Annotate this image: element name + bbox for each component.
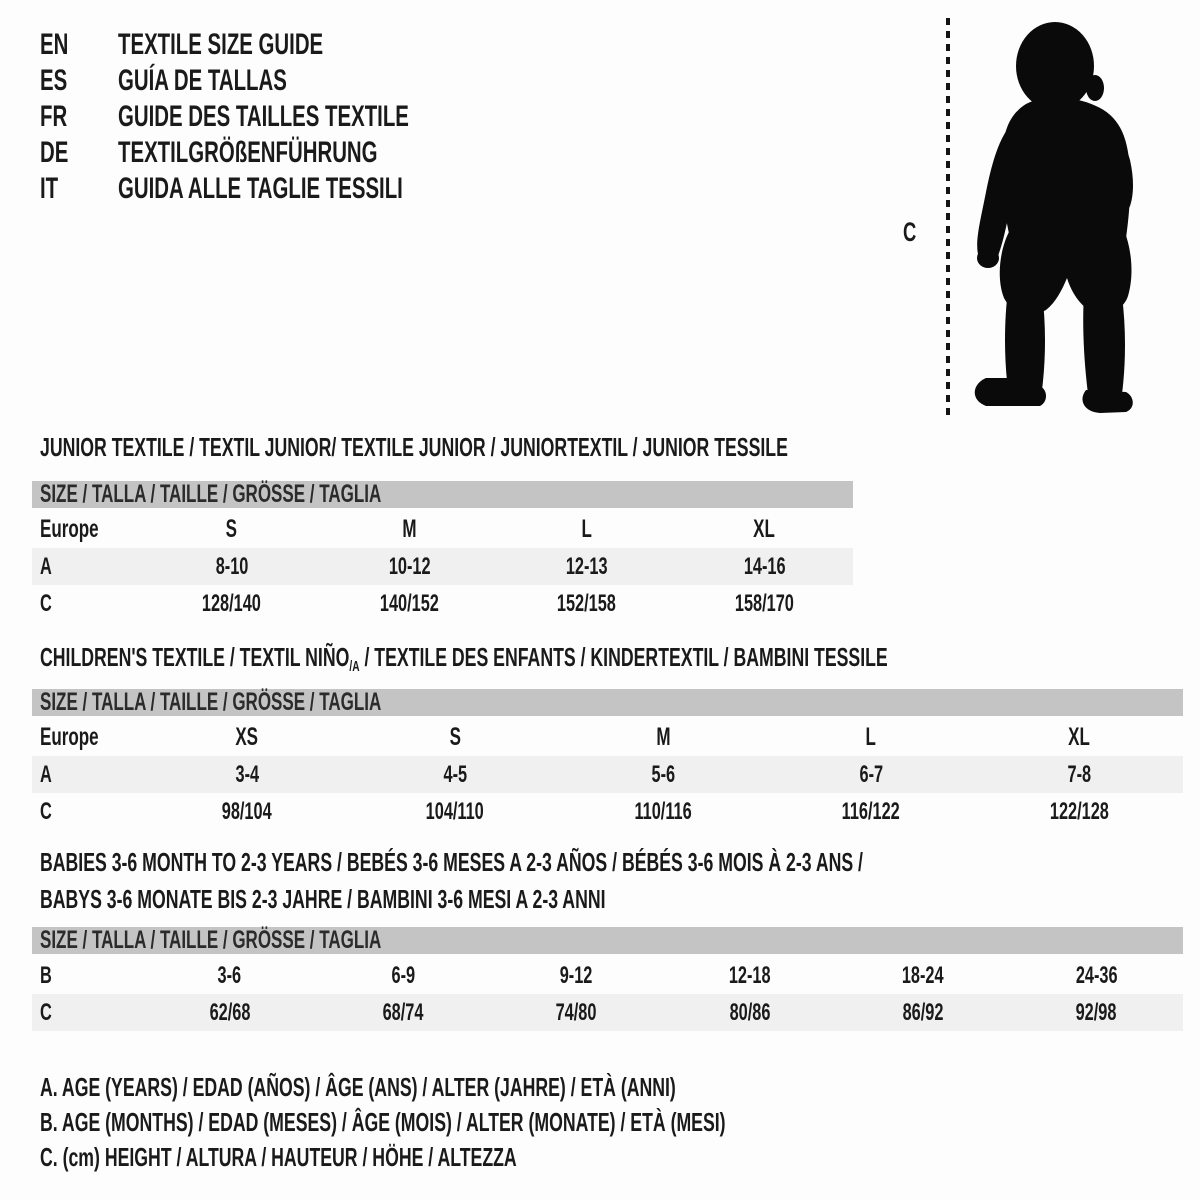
language-row-it bbox=[40, 171, 546, 207]
size-header-bar: SIZE / TALLA / TAILLE / GRÖSSE / TAGLIA bbox=[32, 927, 1183, 954]
table-cell: 18-24 bbox=[902, 961, 944, 989]
table-cell: 14-16 bbox=[743, 552, 786, 580]
table-cell: 80/86 bbox=[729, 998, 771, 1026]
size-column-header: S bbox=[449, 723, 461, 751]
table-cell: 128/140 bbox=[202, 589, 262, 617]
table-cell: 98/104 bbox=[222, 797, 272, 825]
size-column-header: S bbox=[226, 515, 238, 543]
measurement-legend bbox=[40, 1070, 1048, 1175]
table-cell: 12-13 bbox=[565, 552, 608, 580]
table-cell: 140/152 bbox=[379, 589, 439, 617]
junior-size-table bbox=[32, 481, 853, 622]
row-label: A bbox=[40, 760, 52, 788]
table-row-height-cm bbox=[32, 585, 853, 622]
language-code: ES bbox=[40, 64, 68, 97]
guide-title-es: GUÍA DE TALLAS bbox=[118, 64, 287, 97]
row-label: C bbox=[40, 589, 52, 617]
table-cell: 24-36 bbox=[1075, 961, 1118, 989]
size-column-header: M bbox=[402, 515, 417, 543]
table-cell: 74/80 bbox=[555, 998, 597, 1026]
table-cell: 92/98 bbox=[1075, 998, 1117, 1026]
size-column-header: M bbox=[655, 723, 671, 751]
children-title-prefix: CHILDREN'S TEXTILE / TEXTIL NIÑO bbox=[40, 641, 350, 672]
guide-title-de: TEXTILGRÖßENFÜHRUNG bbox=[118, 136, 378, 169]
table-row-age-months bbox=[32, 957, 1183, 994]
babies-size-table bbox=[32, 927, 1183, 1031]
table-row-age-years bbox=[32, 756, 1183, 793]
table-cell: 3-4 bbox=[235, 760, 259, 788]
table-cell: 5-6 bbox=[651, 760, 675, 788]
junior-table-title: JUNIOR TEXTILE / TEXTIL JUNIOR/ TEXTILE JUNIOR / JUNIORTEXTIL / JUNIOR TESSILE bbox=[40, 431, 788, 462]
table-row-age-years bbox=[32, 548, 853, 585]
height-measure-dashed-line bbox=[946, 18, 950, 418]
language-row-fr bbox=[40, 99, 546, 135]
size-column-header: XL bbox=[1068, 723, 1090, 751]
table-cell: 4-5 bbox=[443, 760, 467, 788]
language-row-de bbox=[40, 135, 546, 171]
table-row-height-cm bbox=[32, 793, 1183, 830]
table-cell: 152/158 bbox=[557, 589, 617, 617]
legend-line-b: B. AGE (MONTHS) / EDAD (MESES) / ÂGE (MOIS) / ALTER (MONATE) / ETÀ (MESI) bbox=[40, 1107, 726, 1137]
language-code: IT bbox=[40, 172, 59, 205]
legend-line-c: C. (cm) HEIGHT / ALTURA / HAUTEUR / HÖHE / ALTEZZA bbox=[40, 1142, 517, 1172]
table-cell: 3-6 bbox=[217, 961, 242, 989]
children-table-title bbox=[40, 641, 1200, 675]
size-column-header: XL bbox=[753, 515, 776, 543]
row-label: C bbox=[40, 797, 52, 825]
table-cell: 62/68 bbox=[209, 998, 251, 1026]
table-cell: 68/74 bbox=[382, 998, 424, 1026]
table-cell: 6-9 bbox=[391, 961, 415, 989]
children-size-table bbox=[32, 689, 1183, 830]
language-code: EN bbox=[40, 28, 69, 61]
table-cell: 12-18 bbox=[728, 961, 771, 989]
language-code: DE bbox=[40, 136, 69, 169]
guide-title-en: TEXTILE SIZE GUIDE bbox=[118, 28, 324, 61]
region-label: Europe bbox=[40, 723, 99, 751]
row-label: A bbox=[40, 552, 52, 580]
guide-title-it: GUIDA ALLE TAGLIE TESSILI bbox=[118, 172, 403, 205]
size-column-header: L bbox=[581, 515, 592, 543]
table-cell: 122/128 bbox=[1049, 797, 1109, 825]
row-label: B bbox=[40, 961, 52, 989]
height-measure-label: C bbox=[903, 217, 917, 247]
table-cell: 110/116 bbox=[634, 797, 692, 825]
table-cell: 104/110 bbox=[425, 797, 485, 825]
size-column-header: L bbox=[865, 723, 877, 751]
table-cell: 7-8 bbox=[1067, 760, 1091, 788]
children-title-subscript: /A bbox=[349, 657, 360, 675]
region-label: Europe bbox=[40, 515, 99, 543]
baby-toddler-silhouette-icon bbox=[962, 20, 1142, 418]
babies-table-title-line1: BABIES 3-6 MONTH TO 2-3 YEARS / BEBÉS 3-6 MESES A 2-3 AÑOS / BÉBÉS 3-6 MOIS À 2-3 ANS / bbox=[40, 846, 863, 877]
language-row-en bbox=[40, 27, 546, 63]
language-row-es bbox=[40, 63, 546, 99]
children-title-suffix: / TEXTILE DES ENFANTS / KINDERTEXTIL / BAMBINI TESSILE bbox=[359, 641, 888, 672]
table-cell: 86/92 bbox=[902, 998, 944, 1026]
guide-title-fr: GUIDE DES TAILLES TEXTILE bbox=[118, 100, 409, 133]
size-column-header: XS bbox=[235, 723, 259, 751]
table-row-europe bbox=[32, 719, 1183, 756]
table-cell: 116/122 bbox=[841, 797, 901, 825]
table-cell: 158/170 bbox=[734, 589, 794, 617]
row-label: C bbox=[40, 998, 52, 1026]
table-cell: 10-12 bbox=[388, 552, 431, 580]
legend-line-a: A. AGE (YEARS) / EDAD (AÑOS) / ÂGE (ANS) / ALTER (JAHRE) / ETÀ (ANNI) bbox=[40, 1072, 676, 1102]
table-cell: 8-10 bbox=[215, 552, 249, 580]
language-code: FR bbox=[40, 100, 68, 133]
table-cell: 9-12 bbox=[559, 961, 593, 989]
size-header-bar: SIZE / TALLA / TAILLE / GRÖSSE / TAGLIA bbox=[32, 689, 1183, 716]
babies-table-title-line2: BABYS 3-6 MONATE BIS 2-3 JAHRE / BAMBINI 3-6 MESI A 2-3 ANNI bbox=[40, 883, 606, 914]
table-cell: 6-7 bbox=[859, 760, 883, 788]
size-header-bar: SIZE / TALLA / TAILLE / GRÖSSE / TAGLIA bbox=[32, 481, 853, 508]
table-row-height-cm bbox=[32, 994, 1183, 1031]
table-row-europe bbox=[32, 511, 853, 548]
language-title-list bbox=[40, 27, 546, 207]
